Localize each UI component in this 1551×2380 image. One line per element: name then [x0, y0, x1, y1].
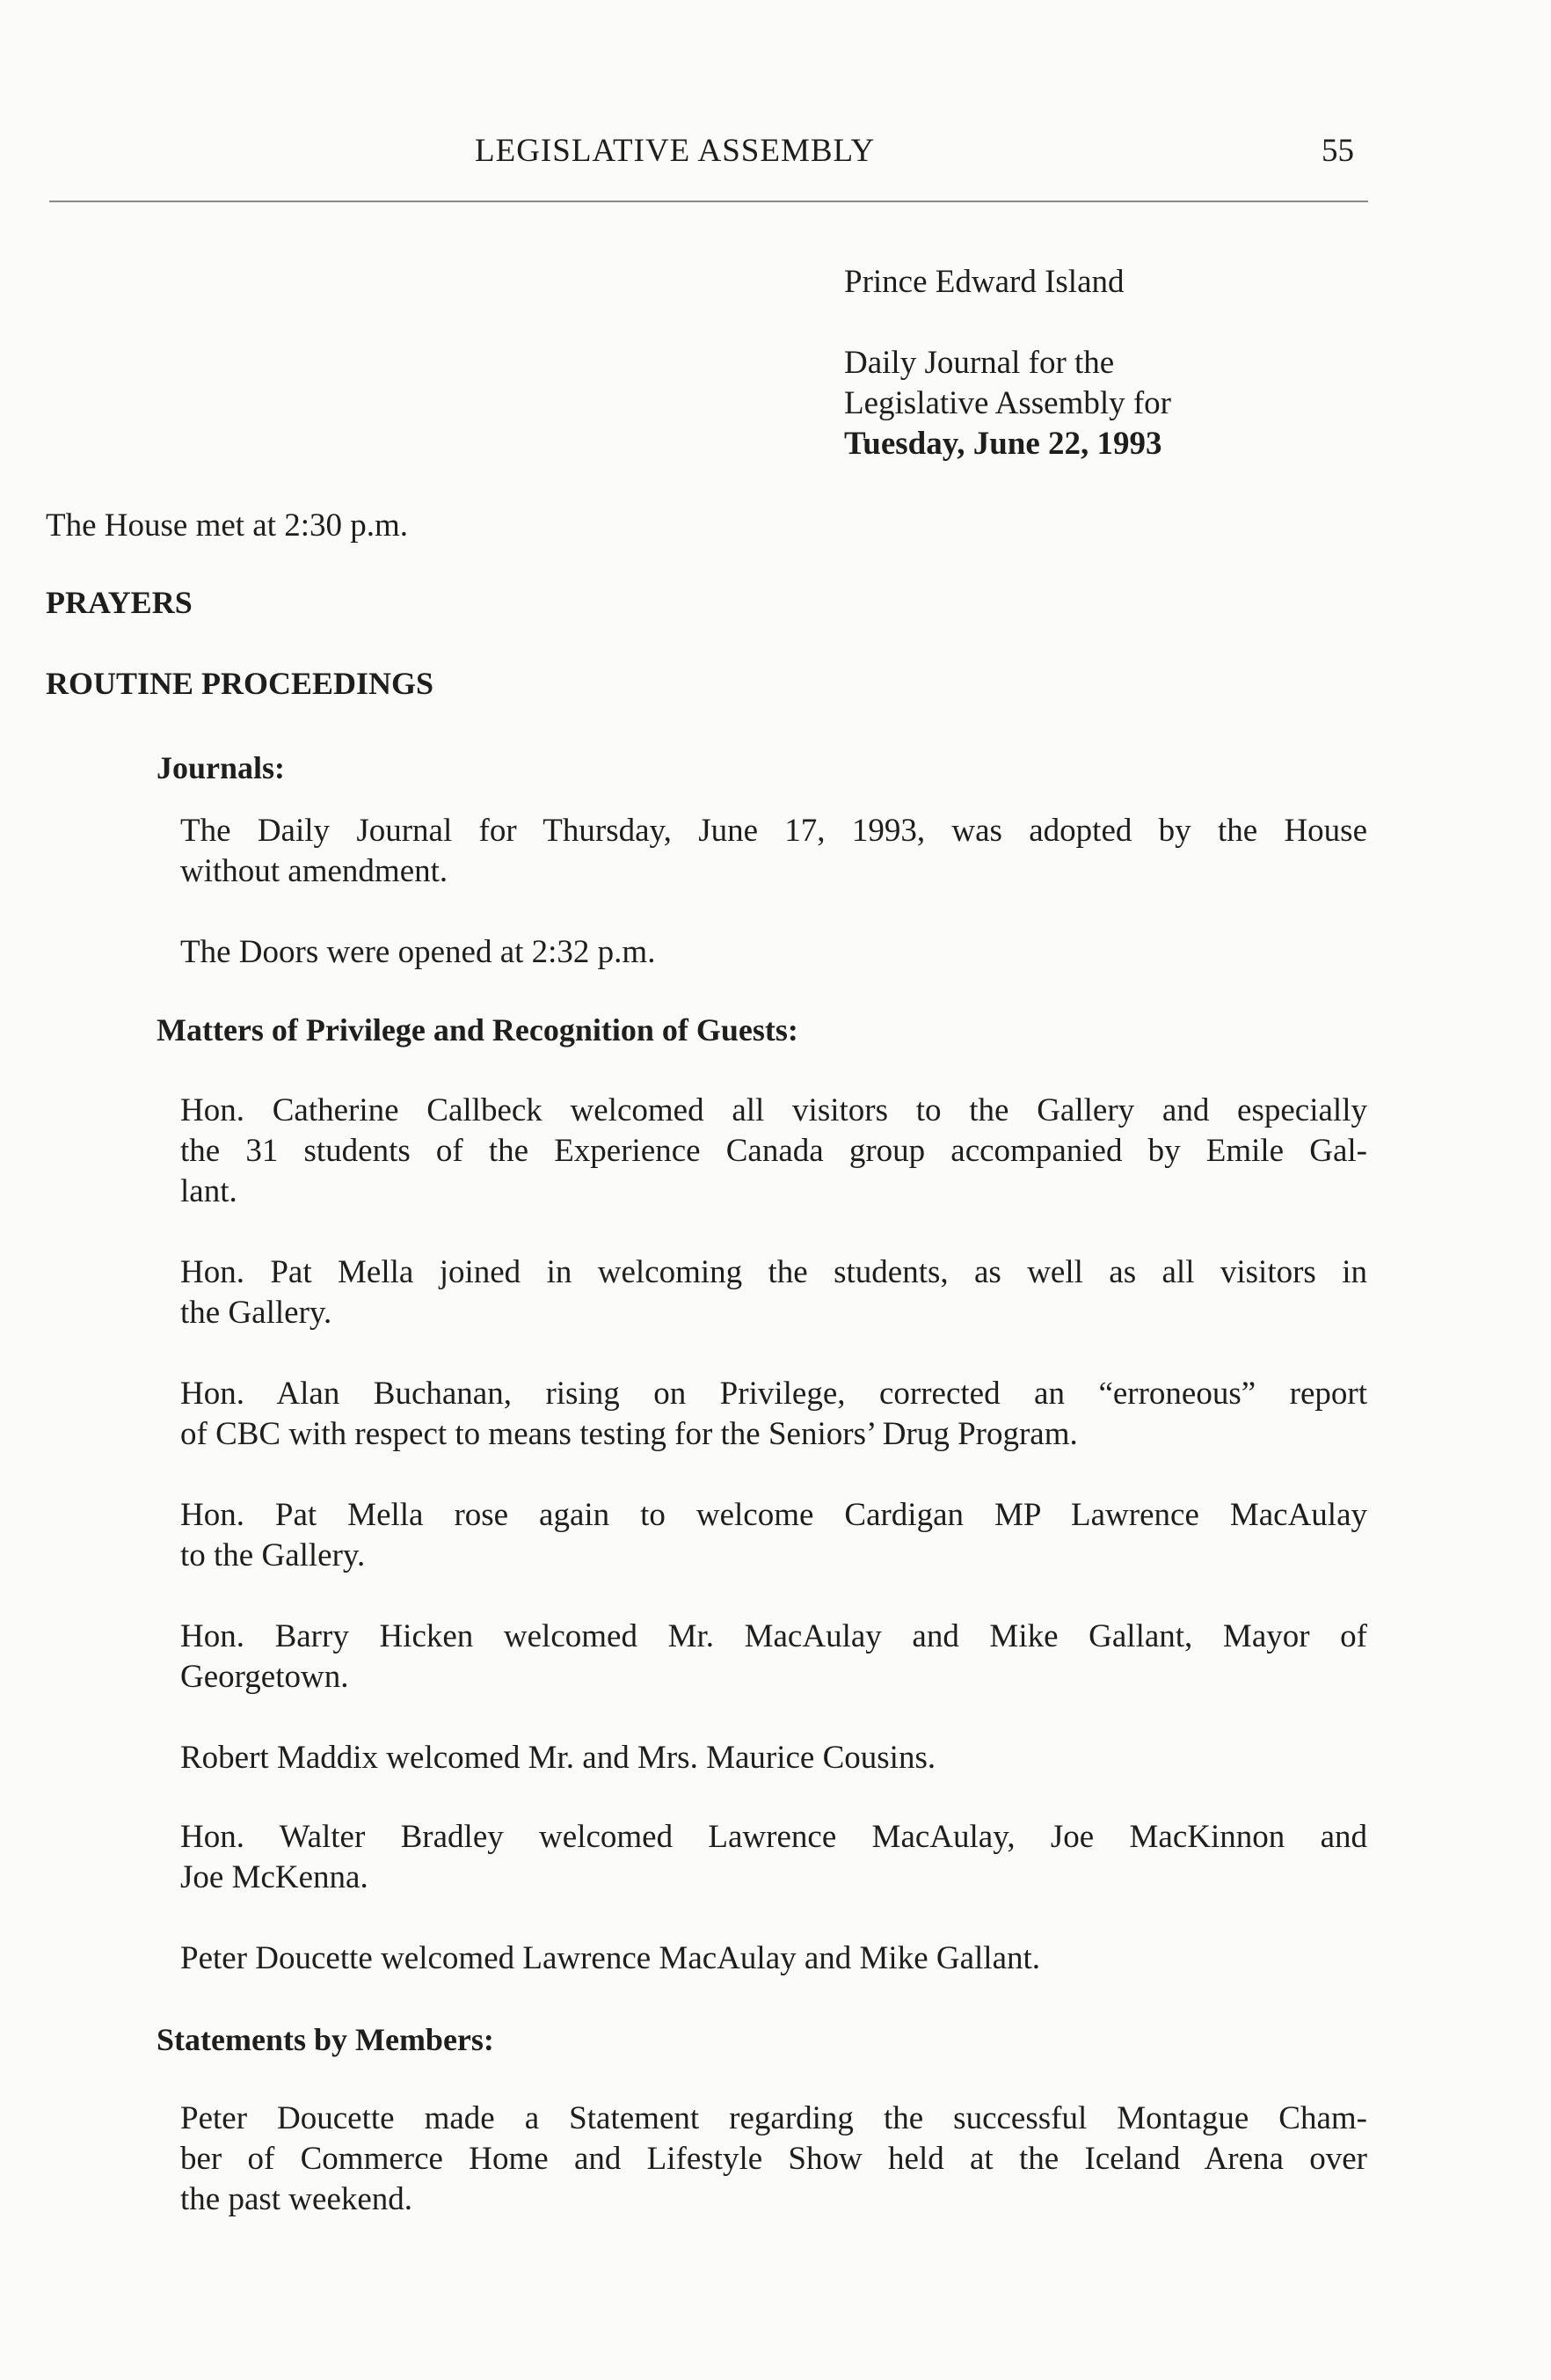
page-number: 55 — [1322, 133, 1354, 169]
paragraph-line: Robert Maddix welcomed Mr. and Mrs. Maurice Cousins. — [180, 1740, 936, 1776]
paragraph-line: Hon. Catherine Callbeck welcomed all visitors to the Gallery and especially — [180, 1092, 1367, 1128]
paragraph-line: to the Gallery. — [180, 1537, 366, 1573]
paragraph-line: of CBC with respect to means testing for the Seniors’ Drug Program. — [180, 1416, 1078, 1452]
paragraph-line: the 31 students of the Experience Canada group accompanied by Emile Gal- — [180, 1133, 1367, 1169]
journal-title — [844, 343, 1171, 464]
journals-paragraph — [180, 811, 1367, 892]
doors-opened-paragraph — [180, 932, 1367, 973]
paragraph-line: the Gallery. — [180, 1295, 332, 1331]
prayers-heading: PRAYERS — [46, 585, 193, 620]
paragraph-line: Hon. Pat Mella rose again to welcome Cardigan MP Lawrence MacAulay — [180, 1497, 1367, 1533]
privilege-item — [180, 1817, 1367, 1898]
routine-proceedings-heading: ROUTINE PROCEEDINGS — [46, 666, 434, 701]
privilege-item — [180, 1738, 1367, 1778]
paragraph-line: ber of Commerce Home and Lifestyle Show held at the Iceland Arena over — [180, 2141, 1367, 2177]
running-head: LEGISLATIVE ASSEMBLY — [475, 133, 876, 169]
privilege-item — [180, 1495, 1367, 1576]
paragraph-line: The Doors were opened at 2:32 p.m. — [180, 934, 656, 970]
journal-date: Tuesday, June 22, 1993 — [844, 426, 1162, 462]
paragraph-line: Hon. Alan Buchanan, rising on Privilege, corrected an “erroneous” report — [180, 1376, 1367, 1412]
privilege-item — [180, 1374, 1367, 1455]
journal-title-line-1: Daily Journal for the — [844, 345, 1115, 381]
paragraph-line: the past weekend. — [180, 2181, 413, 2217]
header-rule — [49, 201, 1368, 202]
province-name: Prince Edward Island — [844, 264, 1125, 300]
privilege-heading: Matters of Privilege and Recognition of Guests: — [157, 1012, 798, 1048]
paragraph-line: Hon. Walter Bradley welcomed Lawrence MacAulay, Joe MacKinnon and — [180, 1819, 1367, 1855]
paragraph-line: Peter Doucette made a Statement regarding the successful Montague Cham- — [180, 2100, 1367, 2136]
statements-paragraph — [180, 2099, 1367, 2220]
paragraph-line: Hon. Barry Hicken welcomed Mr. MacAulay and Mike Gallant, Mayor of — [180, 1618, 1367, 1654]
privilege-item — [180, 1091, 1367, 1212]
privilege-item — [180, 1938, 1367, 1979]
paragraph-line: Hon. Pat Mella joined in welcoming the students, as well as all visitors in — [180, 1254, 1367, 1290]
paragraph-line: Peter Doucette welcomed Lawrence MacAulay and Mike Gallant. — [180, 1940, 1041, 1976]
paragraph-line: without amendment. — [180, 853, 448, 889]
house-met-text: The House met at 2:30 p.m. — [46, 507, 409, 544]
statements-heading: Statements by Members: — [157, 2022, 494, 2057]
journal-title-line-2: Legislative Assembly for — [844, 385, 1171, 421]
paragraph-line: The Daily Journal for Thursday, June 17, 1993, was adopted by the House — [180, 813, 1367, 849]
paragraph-line: Georgetown. — [180, 1659, 349, 1695]
paragraph-line: Joe McKenna. — [180, 1859, 368, 1895]
privilege-item — [180, 1252, 1367, 1333]
journals-heading: Journals: — [157, 750, 286, 785]
privilege-item — [180, 1617, 1367, 1697]
paragraph-line: lant. — [180, 1173, 237, 1209]
